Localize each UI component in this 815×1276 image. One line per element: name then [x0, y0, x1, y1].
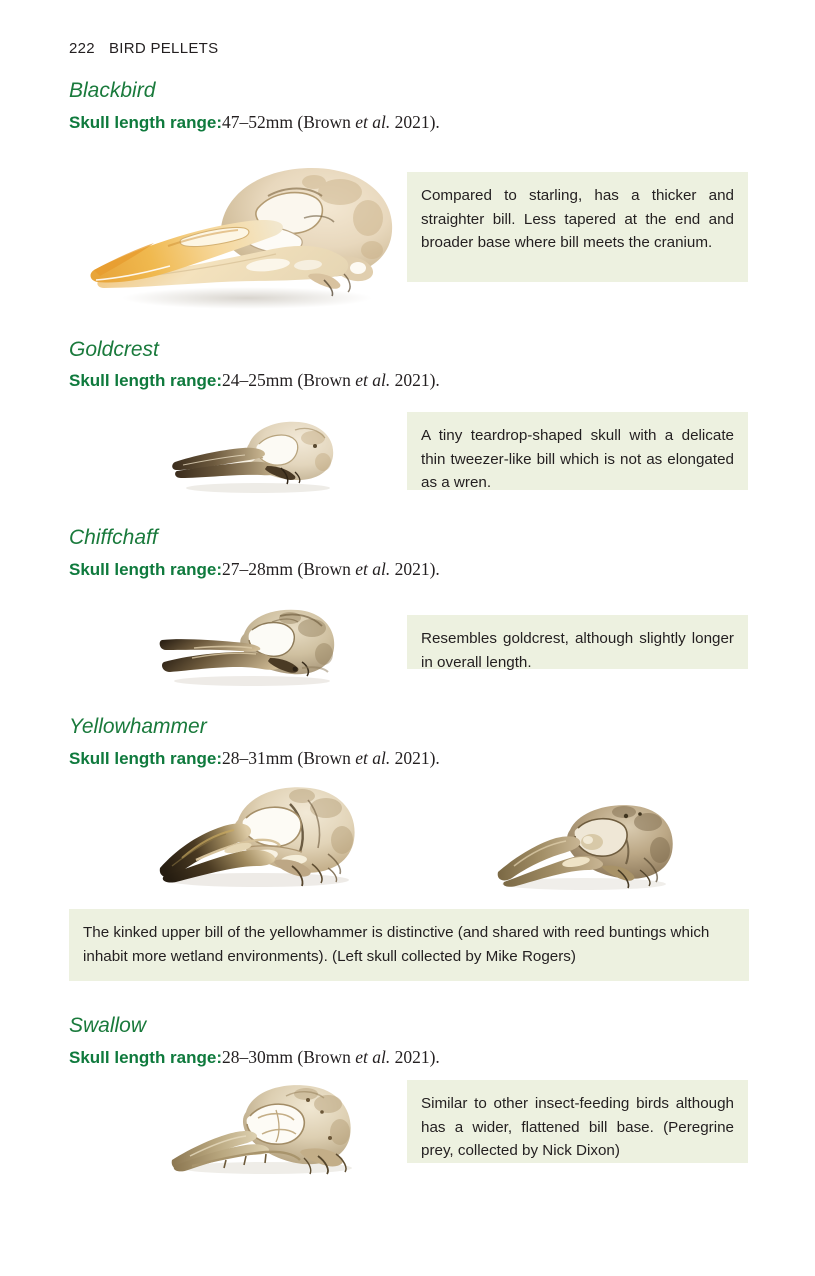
species-heading-chiffchaff: Chiffchaff	[69, 526, 158, 549]
caption-blackbird: Compared to starling, has a thicker and straighter bill. Less tapered at the end and broader base where bill meets the cranium.	[407, 172, 748, 282]
skull-length-label: Skull length range:	[69, 371, 223, 390]
swallow-skull-photo	[162, 1078, 362, 1178]
skull-length-citation-tail: 2021).	[390, 748, 440, 768]
skull-length-value: 28–30mm (Brown	[222, 1047, 356, 1067]
skull-length-value: 24–25mm (Brown	[222, 370, 356, 390]
skull-length-citation-italic: et al.	[355, 112, 391, 132]
skull-length-citation-tail: 2021).	[390, 1047, 440, 1067]
species-heading-blackbird: Blackbird	[69, 79, 156, 102]
skull-length-label: Skull length range:	[69, 113, 223, 132]
caption-yellowhammer: The kinked upper bill of the yellowhammer is distinctive (and shared with reed buntings which inhabit more wetland environments). (Left skull collected by Mike Rogers)	[69, 909, 749, 981]
species-heading-yellowhammer: Yellowhammer	[69, 715, 207, 738]
skull-length-line-blackbird	[69, 112, 440, 133]
caption-swallow: Similar to other insect-feeding birds although has a wider, flattened bill base. (Peregrine prey, collected by Nick Dixon)	[407, 1080, 748, 1163]
chiffchaff-skull-photo	[152, 606, 342, 691]
skull-length-line-goldcrest	[69, 370, 440, 391]
skull-length-citation-italic: et al.	[355, 748, 391, 768]
skull-length-citation-italic: et al.	[355, 1047, 391, 1067]
skull-length-value: 47–52mm (Brown	[222, 112, 356, 132]
skull-length-citation-tail: 2021).	[390, 370, 440, 390]
skull-length-line-swallow	[69, 1047, 440, 1068]
page-folio-number: 222	[69, 40, 95, 57]
goldcrest-skull-photo	[163, 418, 343, 498]
caption-goldcrest: A tiny teardrop-shaped skull with a delicate thin tweezer-like bill which is not as elongated as a wren.	[407, 412, 748, 490]
caption-chiffchaff: Resembles goldcrest, although slightly longer in overall length.	[407, 615, 748, 669]
running-head-title: BIRD PELLETS	[108, 40, 219, 57]
skull-length-label: Skull length range:	[69, 1048, 223, 1067]
yellowhammer-skull-photo-right	[484, 800, 679, 895]
species-heading-goldcrest: Goldcrest	[69, 338, 159, 361]
skull-length-citation-italic: et al.	[355, 559, 391, 579]
running-head	[69, 40, 218, 57]
skull-length-label: Skull length range:	[69, 560, 223, 579]
skull-length-citation-tail: 2021).	[390, 559, 440, 579]
skull-length-line-chiffchaff	[69, 559, 440, 580]
blackbird-skull-photo	[72, 162, 402, 317]
species-heading-swallow: Swallow	[69, 1014, 147, 1037]
skull-length-value: 27–28mm (Brown	[222, 559, 356, 579]
skull-length-line-yellowhammer	[69, 748, 440, 769]
skull-length-label: Skull length range:	[69, 749, 223, 768]
skull-length-citation-italic: et al.	[355, 370, 391, 390]
skull-length-citation-tail: 2021).	[390, 112, 440, 132]
yellowhammer-skull-photo-left	[142, 782, 362, 892]
skull-length-value: 28–31mm (Brown	[222, 748, 356, 768]
